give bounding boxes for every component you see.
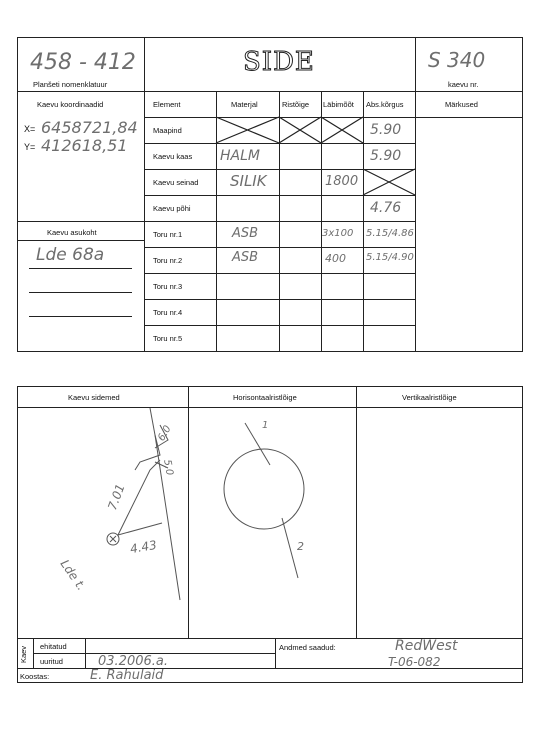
cell-diameter: 400 xyxy=(325,252,346,265)
pipe-2-label: 2 xyxy=(297,540,304,553)
col-header-section: Ristõige xyxy=(282,100,310,109)
data-from-label: Andmed saadud: xyxy=(279,643,336,652)
cell-elevation: 4.76 xyxy=(370,200,402,216)
divider xyxy=(85,638,86,668)
coords-label: Kaevu koordinaadid xyxy=(37,100,104,109)
cell-material: SILIK xyxy=(230,172,267,190)
sketch-street-label: Lde t. xyxy=(57,557,89,593)
cell-elevation: 5.15/4.86 xyxy=(366,228,414,239)
cell-material: ASB xyxy=(232,226,259,241)
y-value: 412618,51 xyxy=(41,136,128,155)
row-element: Toru nr.1 xyxy=(153,230,183,239)
surveyed-label: uuritud xyxy=(40,657,63,666)
row-element: Toru nr.4 xyxy=(153,308,183,317)
sketch-dim: 5.0 xyxy=(161,458,175,477)
location-label: Kaevu asukoht xyxy=(47,228,97,237)
built-label: ehitatud xyxy=(40,642,67,651)
row-element: Kaevu kaas xyxy=(153,152,193,161)
side-label: Kaev xyxy=(19,645,29,664)
author-label: Koostas: xyxy=(20,672,50,681)
sketch-dim: 6.0 xyxy=(156,423,174,444)
location-value: Lde 68a xyxy=(36,245,105,265)
pipe-1-label: 1 xyxy=(262,420,269,431)
row-element: Maapind xyxy=(153,126,182,135)
sketch-dim: 7.01 xyxy=(105,482,128,512)
cell-elevation: 5.15/4.90 xyxy=(366,252,414,263)
page-title: SIDE xyxy=(243,47,315,77)
surveyed-date: 03.2006.a. xyxy=(98,654,168,669)
y-label: Y= xyxy=(24,142,36,152)
col2-title: Horisontaalristlõige xyxy=(233,393,297,402)
cell-diameter: 1800 xyxy=(325,174,359,189)
col-header-elevation: Abs.kõrgus xyxy=(366,100,404,109)
sketch-dim: 4.43 xyxy=(128,537,158,557)
divider xyxy=(275,638,276,668)
col3-title: Vertikaalristlõige xyxy=(402,393,457,402)
row-element: Toru nr.2 xyxy=(153,256,183,265)
col-header-notes: Märkused xyxy=(445,100,478,109)
nomenclature-label: Planšeti nomenklatuur xyxy=(33,80,108,89)
well-number-value: S 340 xyxy=(428,48,486,72)
data-from-value: RedWest xyxy=(395,638,458,654)
cell-elevation: 5.90 xyxy=(370,122,402,138)
row-element: Kaevu seinad xyxy=(153,178,199,187)
divider xyxy=(33,638,34,668)
author-value: E. Rahulaid xyxy=(90,668,164,683)
x-label: X= xyxy=(24,124,36,134)
col-header-diameter: Läbimõõt xyxy=(323,100,354,109)
col-header-element: Element xyxy=(153,100,181,109)
data-from-code: T-06-082 xyxy=(388,655,441,669)
cell-material: ASB xyxy=(232,250,259,265)
well-number-label: kaevu nr. xyxy=(448,80,479,89)
cell-material: HALM xyxy=(220,148,260,164)
row-element: Toru nr.5 xyxy=(153,334,183,343)
row-element: Toru nr.3 xyxy=(153,282,183,291)
cell-elevation: 5.90 xyxy=(370,148,402,164)
row-element: Kaevu põhi xyxy=(153,204,191,213)
col1-title: Kaevu sidemed xyxy=(68,393,120,402)
cell-diameter: 3x100 xyxy=(322,228,354,239)
col-header-material: Materjal xyxy=(231,100,258,109)
nomenclature-value: 458 - 412 xyxy=(30,50,136,75)
x-value: 6458721,84 xyxy=(41,118,138,137)
